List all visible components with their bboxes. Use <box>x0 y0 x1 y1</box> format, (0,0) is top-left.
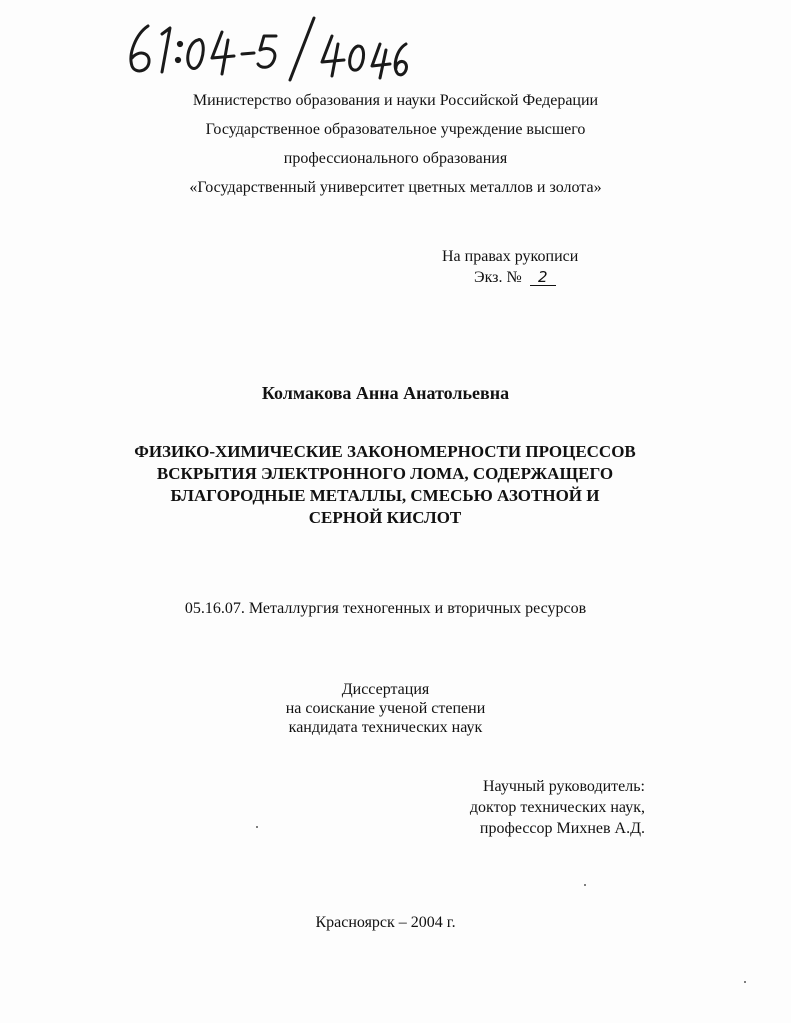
ministry-name: Министерство образования и науки Российской Федерации <box>192 92 599 109</box>
copy-number-line <box>442 267 578 288</box>
dissertation-label: Диссертация <box>341 681 430 698</box>
copy-number: 2 <box>530 270 556 286</box>
institution-type: Государственное образовательное учреждение высшего <box>205 121 586 138</box>
degree-purpose: на соискание ученой степени <box>285 700 486 717</box>
title-line: СЕРНОЙ КИСЛОТ <box>308 508 462 527</box>
author-name: Колмакова Анна Анатольевна <box>261 383 510 403</box>
supervisor-label: Научный руководитель: <box>482 778 645 795</box>
archive-stamp <box>118 14 408 84</box>
manuscript-rights <box>442 246 578 288</box>
supervisor-block <box>440 776 645 839</box>
degree-statement <box>0 680 771 737</box>
rights-label: На правах рукописи <box>442 248 579 265</box>
copy-label: Экз. № <box>474 269 522 286</box>
handwritten-archive-code <box>118 14 408 84</box>
university-name: «Государственный университет цветных металлов и золота» <box>189 179 602 196</box>
scan-speck <box>256 826 258 828</box>
scan-speck <box>744 981 746 983</box>
dissertation-title <box>120 441 650 529</box>
specialty-code: 05.16.07. Металлургия техногенных и вторичных ресурсов <box>184 600 587 617</box>
title-line: ВСКРЫТИЯ ЭЛЕКТРОННОГО ЛОМА, СОДЕРЖАЩЕГО <box>156 464 614 483</box>
institution-header <box>0 86 791 202</box>
supervisor-name: профессор Михнев А.Д. <box>479 820 645 837</box>
degree-name: кандидата технических наук <box>288 719 483 736</box>
institution-type-continued: профессионального образования <box>283 150 508 167</box>
supervisor-degree: доктор технических наук, <box>469 799 645 816</box>
city-year: Красноярск – 2004 г. <box>315 914 456 931</box>
title-line: ФИЗИКО-ХИМИЧЕСКИЕ ЗАКОНОМЕРНОСТИ ПРОЦЕССОВ <box>134 442 636 461</box>
scan-speck <box>584 884 586 886</box>
title-line: БЛАГОРОДНЫЕ МЕТАЛЛЫ, СМЕСЬЮ АЗОТНОЙ И <box>170 486 600 505</box>
